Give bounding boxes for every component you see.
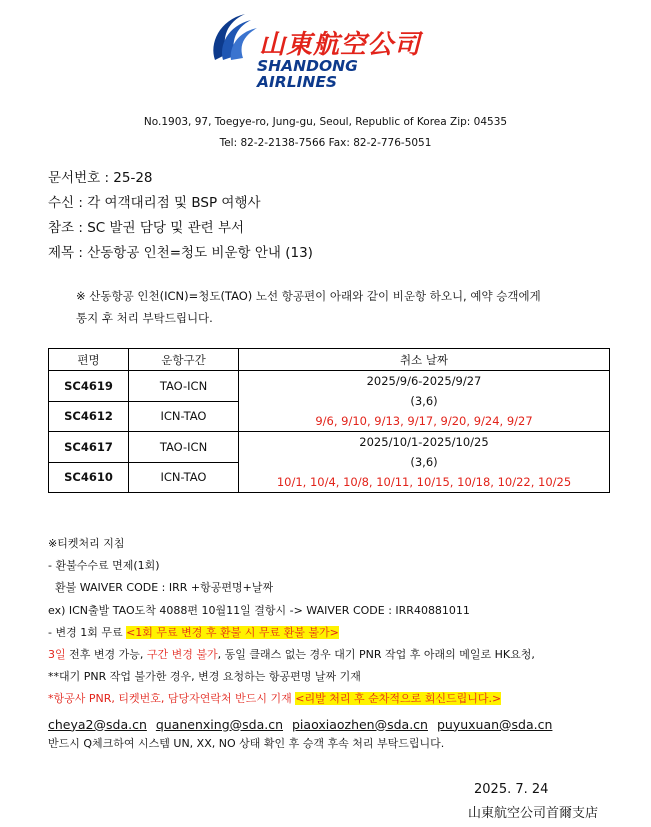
- rule-refund-fee: - 환불수수료 면제(1회): [48, 559, 160, 573]
- email-link[interactable]: piaoxiaozhen@sda.cn: [292, 716, 428, 732]
- cancel-dates-cell: [239, 371, 610, 432]
- signature: 山東航空公司首爾支店: [468, 806, 599, 821]
- rule-free-change-highlight: <1회 무료 변경 후 환불 시 무료 환불 불가>: [126, 625, 339, 639]
- logo-en-line2: AIRLINES: [257, 73, 338, 91]
- rule-waiver-example: ex) ICN출발 TAO도착 4088편 10월11일 결항시 -> WAIVER CODE : IRR40881011: [48, 603, 470, 617]
- company-address: No.1903, 97, Toegye-ro, Jung-gu, Seoul, Republic of Korea Zip: 04535: [143, 116, 508, 128]
- table-row: [49, 371, 610, 402]
- header-cancel-dates: 취소 날짜: [239, 349, 610, 371]
- rule-required-info: [48, 688, 638, 710]
- notice-line2: 통지 후 처리 부탁드립니다.: [76, 311, 213, 325]
- swirl-logo-icon: [205, 10, 261, 66]
- rule-change-window: [48, 644, 638, 666]
- flight-number: SC4617: [49, 432, 129, 463]
- cancel-dates-list: 10/1, 10/4, 10/8, 10/11, 10/15, 10/18, 10/22, 10/25: [276, 475, 572, 489]
- rule-required-highlight: <리발 처리 후 순차적으로 회신드립니다.>: [295, 692, 502, 706]
- flight-route: ICN-TAO: [129, 462, 239, 493]
- flight-number: SC4610: [49, 462, 129, 493]
- rule-free-change: [48, 622, 638, 644]
- logo-english-name: [257, 58, 358, 90]
- operating-days: (3,6): [410, 455, 438, 469]
- date-range: 2025/9/6-2025/9/27: [366, 374, 482, 388]
- email-link[interactable]: cheya2@sda.cn: [48, 716, 147, 732]
- rule-days-red: 3일: [48, 648, 66, 662]
- rule-change-mid: 전후 변경 가능,: [65, 648, 147, 662]
- header-flight: 편명: [49, 349, 129, 371]
- document-date: 2025. 7. 24: [474, 782, 549, 797]
- final-instruction: 반드시 Q체크하여 시스템 UN, XX, NO 상태 확인 후 승객 후속 처리 부탁드립니다.: [48, 737, 445, 750]
- cancel-dates-cell: [239, 432, 610, 493]
- logo-en-line1: SHANDONG: [257, 57, 358, 75]
- email-link[interactable]: puyuxuan@sda.cn: [436, 716, 553, 732]
- flight-number: SC4612: [49, 401, 129, 432]
- rule-waiver-code-text: 환불 WAIVER CODE : IRR +항공편명+날짜: [55, 581, 274, 595]
- date-range: 2025/10/1-2025/10/25: [359, 435, 489, 449]
- flight-route: TAO-ICN: [129, 371, 239, 402]
- subject: 제목 : 산동항공 인천=청도 비운항 안내 (13): [48, 245, 313, 261]
- rule-waitlist-note: **대기 PNR 작업 불가한 경우, 변경 요청하는 항공편명 날짜 기재: [48, 670, 361, 684]
- table-row: [49, 432, 610, 463]
- flight-route: ICN-TAO: [129, 401, 239, 432]
- cancellation-table: [48, 348, 610, 493]
- rule-required-red: *항공사 PNR, 티켓번호, 담당자연락처 반드시 기재: [48, 692, 296, 706]
- logo-chinese-name: 山東航空公司: [259, 30, 422, 60]
- ticketing-guidelines: [48, 533, 638, 736]
- flight-route: TAO-ICN: [129, 432, 239, 463]
- guidelines-title: ※티켓처리 지침: [48, 537, 125, 550]
- rule-route-change-red: 구간 변경 불가: [146, 648, 218, 662]
- notice-paragraph: [76, 285, 616, 329]
- reference: 참조 : SC 발권 담당 및 관련 부서: [48, 220, 245, 236]
- header-route: 운항구간: [129, 349, 239, 371]
- rule-free-change-text: - 변경 1회 무료: [48, 625, 127, 639]
- cancel-dates-list: 9/6, 9/10, 9/13, 9/17, 9/20, 9/24, 9/27: [315, 414, 533, 428]
- rule-change-rest: , 동일 클래스 없는 경우 대기 PNR 작업 후 아래의 메일로 HK요청,: [217, 648, 535, 662]
- rule-waiver-code: [48, 577, 638, 599]
- flight-number: SC4619: [49, 371, 129, 402]
- operating-days: (3,6): [410, 394, 438, 408]
- notice-line1: ※ 산동항공 인천(ICN)=청도(TAO) 노선 항공편이 아래와 같이 비운항 하오니, 예약 승객에게: [76, 289, 541, 303]
- email-link[interactable]: quanenxing@sda.cn: [155, 716, 284, 732]
- company-contact: Tel: 82-2-2138-7566 Fax: 82-2-776-5051: [219, 137, 432, 149]
- contact-emails: [48, 714, 638, 736]
- table-header-row: [49, 349, 610, 371]
- recipient: 수신 : 각 여객대리점 및 BSP 여행사: [48, 195, 261, 211]
- document-number: 문서번호 : 25-28: [48, 170, 153, 186]
- shandong-airlines-logo: [205, 10, 445, 90]
